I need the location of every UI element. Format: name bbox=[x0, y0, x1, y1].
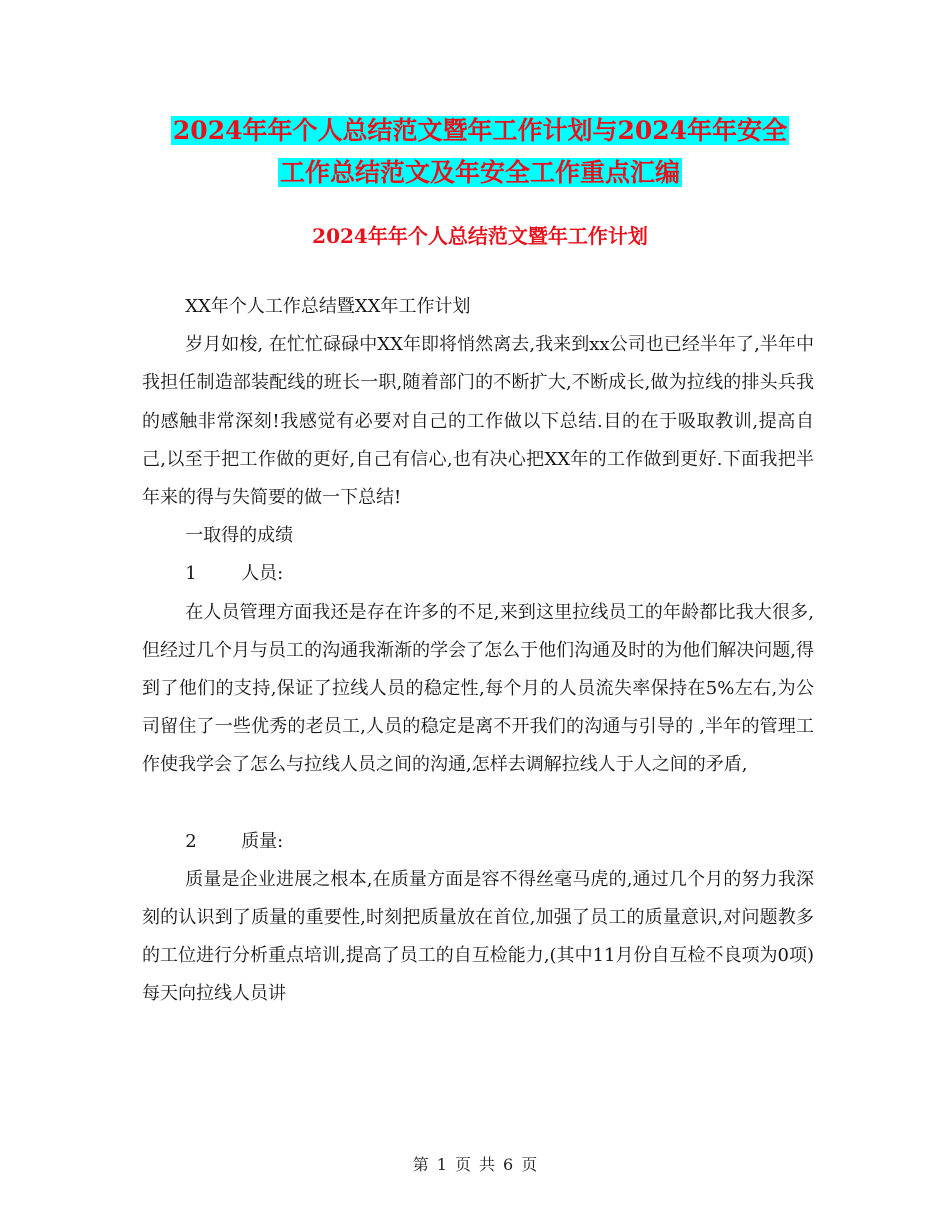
paragraph-intro: 岁月如梭, 在忙忙碌碌中XX年即将悄然离去,我来到xx公司也已经半年了,半年中我担任制造部装配线的班长一职,随着部门的不断扩大,不断成长,做为拉线的排头兵我的感触非常深刻!我感觉有必要对自己的工作做以下总结.目的在于吸取教训,提高自己,以至于把工作做的更好,自己有信心,也有决心把XX年的工作做到更好.下面我把半年来的得与失简要的做一下总结! bbox=[142, 334, 814, 509]
footer-current-page: 1 bbox=[436, 1155, 447, 1174]
paragraph-personnel: 在人员管理方面我还是存在许多的不足,来到这里拉线员工的年龄都比我大很多,但经过几个月与员工的沟通我渐渐的学会了怎么于他们沟通及时的为他们解决问题,得到了他们的支持,保证了拉线人员的稳定性,每个月的人员流失率保持在5%左右,为公司留住了一些优秀的老员工,人员的稳定是离不开我们的沟通与引导的 ,半年的管理工作使我学会了怎么与拉线人员之间的沟通,怎样去调解拉线人于人之间的矛盾, bbox=[142, 601, 814, 776]
section-title: 2024年年个人总结范文暨年工作计划 bbox=[312, 224, 648, 248]
paragraph-quality: 质量是企业进展之根本,在质量方面是容不得丝毫马虎的,通过几个月的努力我深刻的认识到了质量的重要性,时刻把质量放在首位,加强了员工的质量意识,对问题教多的工位进行分析重点培训,提高了员工的自互检能力,(其中11月份自互检不良项为0项)每天向拉线人员讲 bbox=[142, 868, 814, 1005]
footer-total-pages: 6 bbox=[503, 1155, 514, 1174]
document-title bbox=[140, 110, 820, 194]
list-item-label: 人员: bbox=[241, 563, 284, 585]
document-body bbox=[142, 288, 814, 1014]
page-footer bbox=[0, 1152, 950, 1175]
paragraph-achievements-heading: 一取得的成绩 bbox=[185, 525, 294, 547]
title-line-2: 工作总结范文及年安全工作重点汇编 bbox=[279, 158, 680, 187]
list-item-number: 2 bbox=[185, 830, 197, 852]
footer-total-prefix: 共 bbox=[479, 1155, 496, 1174]
title-line-1: 2024年年个人总结范文暨年工作计划与2024年年安全 bbox=[172, 116, 788, 145]
list-item-number: 1 bbox=[185, 563, 197, 585]
footer-prefix: 第 bbox=[412, 1155, 429, 1174]
footer-suffix: 页 bbox=[521, 1155, 538, 1174]
list-item-quality bbox=[142, 823, 814, 861]
list-item-label: 质量: bbox=[241, 830, 284, 852]
footer-page-word: 页 bbox=[454, 1155, 471, 1174]
paragraph-gap bbox=[142, 785, 814, 823]
paragraph-heading: XX年个人工作总结暨XX年工作计划 bbox=[185, 296, 471, 317]
list-item-personnel bbox=[142, 555, 814, 593]
